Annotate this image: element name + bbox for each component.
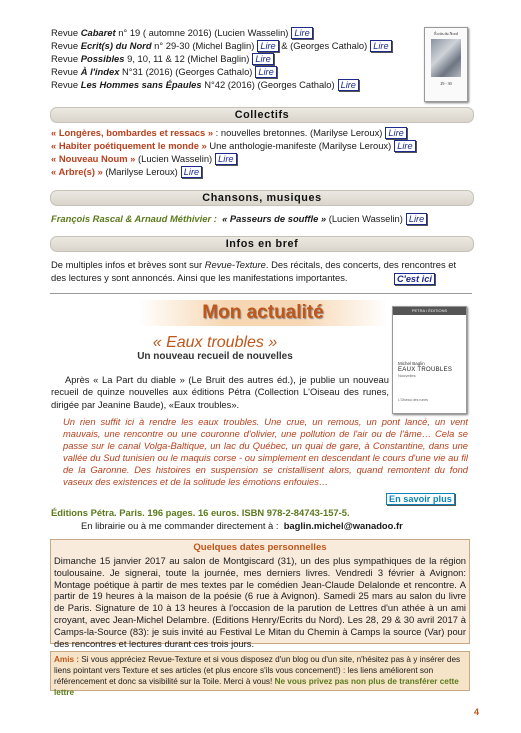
review-info: N°42 (2016) (Georges Cathalo) [201, 79, 335, 90]
amis-box [50, 651, 470, 697]
page-number: 4 [474, 707, 480, 717]
review-title: Ecrit(s) du Nord [80, 40, 152, 51]
lire-link[interactable]: Lire [291, 27, 312, 39]
review-info: N°31 (2016) (Georges Cathalo) [119, 66, 253, 77]
chanson-authors: François Rascal & Arnaud Méthivier : [51, 213, 217, 224]
dates-box [50, 539, 470, 649]
collectif-info: (Lucien Wasselin) [135, 153, 213, 164]
review-prefix: Revue [51, 53, 81, 64]
lire-link[interactable]: Lire [181, 166, 202, 178]
review-prefix: Revue [51, 27, 81, 38]
lire-link[interactable]: Lire [252, 53, 273, 65]
collectif-title: « Nouveau Noum » [51, 153, 136, 164]
lire-link[interactable]: Lire [406, 213, 427, 225]
section-heading-chansons: Chansons, musiques [50, 190, 474, 206]
book-title: « Eaux troubles » [152, 334, 278, 351]
lire-link[interactable]: Lire [257, 40, 278, 52]
lire-link[interactable]: Lire [370, 40, 391, 52]
collectif-row [51, 152, 237, 165]
cover-genre: Nouvelles [398, 373, 416, 378]
book-order-line [81, 520, 403, 531]
en-savoir-plus-link[interactable]: En savoir plus [386, 493, 455, 505]
amis-paragraph [54, 654, 466, 698]
cover-author: Michel Baglin [398, 361, 425, 366]
review-row [51, 27, 313, 40]
review-prefix: Revue [51, 66, 81, 77]
infos-revue-name: Revue-Texture [204, 259, 266, 270]
review-info: n° 29-30 (Michel Baglin) [151, 40, 255, 51]
book-quote: Un rien suffit ici à rendre les eaux troubles. Une crue, un remous, un pont lancé, un vent mauvais, une rencontre ou une couronne d'olivier, une pollution de l'air ou de l'âme… Cela se passe sur le canal Volga-Baltique, un lac du Québec, un quai de gare, à Constantine, dans une vallée du Sud tunisien ou le maquis corse - ou simplement en descendant le cours d'une vie au fil de la Garonne. Des histoires en suspension se cristallisent alors, quand remontent du fond vaseux des existences et de la solitude les émotions enfouies… [63, 416, 468, 488]
lire-link[interactable]: Lire [385, 127, 406, 139]
review-row [51, 79, 359, 92]
review-row [51, 66, 277, 79]
review-prefix: Revue [51, 40, 81, 51]
actu-intro: Après « La Part du diable » (Le Bruit des autres éd.), je publie un nouveau recueil de quinze nouvelles aux éditions Pétra (Collection L'Oiseau des runes, dirigée par Jeanine Baude), «Eaux troubles». [51, 374, 389, 410]
review-title: Possibles [80, 53, 125, 64]
cover-publisher: PETRA / ÉDITIONS [393, 307, 466, 315]
journal-cover-image [424, 27, 468, 102]
review-row [51, 53, 274, 66]
section-heading-infos: Infos en bref [50, 236, 474, 252]
book-cover-image [392, 306, 467, 414]
cover-issue: 29 - 30 [440, 81, 452, 86]
cest-ici-link[interactable]: C'est ici [394, 273, 435, 285]
review-row [51, 40, 392, 53]
infos-text: De multiples infos et brèves sont sur [51, 259, 205, 270]
dates-text: Dimanche 15 janvier 2017 au salon de Montgiscard (31), un des plus sympathiques de la région toulousaine. Je signerai, toute la journée, mes derniers livres. Vendredi 3 février à Avignon: Montage poétique à partir de mes textes par le comédien Jean-Claude Delalonde et rencontre. A partir de 19 heures à la maison de la poésie (6 rue à Avignon). Samedi 25 mars au salon du livre de Paris. Signature de 10 à 13 heures à l'occasion de la parution de Lettres d'un athée à un ami croyant, avec Jean-Michel Delambre. (Editions Henry/Ecrits du Nord). Les 28, 29 & 30 avril 2017 à Camps-la-Source (83): je suis invité au Festival Le Mitan du Chemin à Camps la source (Var) pour des rencontres et lectures durant ces trois jours. [54, 555, 466, 649]
amis-text: Si vous appréciez Revue-Texture et si vous disposez d'un blog ou d'un site, n'hésitez pas à y insérer des liens pointant vers Texture et ses articles (et plus encore s'ils vous concernent!) : les liens améliorent son référencement et donc sa visibilité sur la Toile. Merci à vous! [54, 655, 461, 686]
divider [50, 293, 472, 294]
amis-label: Amis : [54, 655, 80, 664]
collectif-title: « Arbre(s) » [51, 166, 103, 177]
section-heading-collectifs: Collectifs [50, 107, 474, 123]
review-info: 9, 10, 11 & 12 (Michel Baglin) [124, 53, 250, 64]
cover-title: Écrits du Nord [434, 31, 458, 36]
review-title: Cabaret [80, 27, 116, 38]
lire-link[interactable]: Lire [255, 66, 276, 78]
lire-link[interactable]: Lire [338, 79, 359, 91]
amis-strong: Ne vous privez pas non plus de transférer cette lettre [54, 677, 459, 697]
cover-photo [431, 39, 461, 77]
collectif-row [51, 165, 202, 178]
dates-heading: Quelques dates personnelles [193, 542, 327, 553]
lire-link[interactable]: Lire [394, 140, 415, 152]
book-edition-info: Éditions Pétra. Paris. 196 pages. 16 euros. ISBN 978-2-84743-157-5. [51, 507, 350, 518]
collectif-info: Une anthologie-manifeste (Marilyse Leroux) [206, 140, 392, 151]
cover-title: EAUX TROUBLES [398, 367, 453, 373]
chanson-row [51, 212, 427, 225]
collectif-row [51, 139, 416, 152]
actu-heading: Mon actualité [202, 302, 324, 323]
collectif-info: (Marilyse Leroux) [102, 166, 178, 177]
review-title: Les Hommes sans Épaules [80, 79, 202, 90]
email-address[interactable]: baglin.michel@wanadoo.fr [283, 520, 403, 531]
book-subtitle: Un nouveau recueil de nouvelles [137, 351, 293, 362]
review-prefix: Revue [51, 79, 81, 90]
infos-text-rest: . Des récitals, des concerts, des rencontres et des lectures y sont annoncés. Ainsi que les manifestations importantes. [51, 259, 457, 283]
lire-link[interactable]: Lire [215, 153, 236, 165]
collectif-title: « Habiter poétiquement le monde » [51, 140, 207, 151]
chanson-info: (Lucien Wasselin) [326, 213, 403, 224]
review-info: n° 19 ( automne 2016) (Lucien Wasselin) [115, 27, 289, 38]
collectif-title: « Longères, bombardes et ressacs » [51, 127, 214, 138]
review-title: À l'index [80, 66, 120, 77]
order-text: En librairie ou à me commander directement à : [81, 520, 279, 531]
collectif-row [51, 126, 407, 139]
review-info-second: & (Georges Cathalo) [278, 40, 368, 51]
collectif-info: : nouvelles bretonnes. (Marilyse Leroux) [213, 127, 383, 138]
chanson-title: « Passeurs de souffle » [222, 213, 327, 224]
cover-collection: L'Oiseau des runes [398, 398, 429, 402]
